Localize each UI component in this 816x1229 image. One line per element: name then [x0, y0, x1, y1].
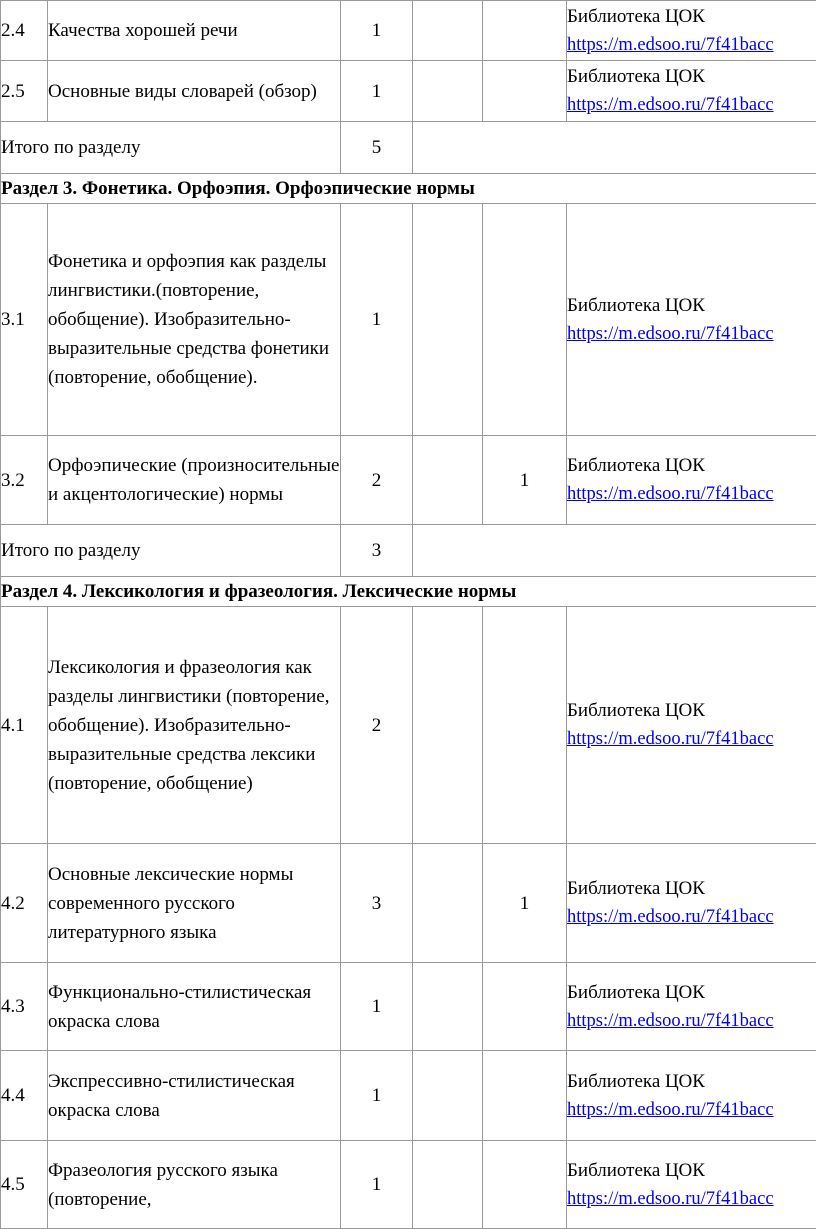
hours-total: 1 [341, 204, 413, 436]
digital-resource [567, 844, 816, 963]
library-label: Библиотека ЦОК [567, 62, 816, 91]
control-hours [413, 607, 483, 844]
table-row [1, 963, 816, 1051]
control-hours [413, 1, 483, 61]
control-hours [413, 963, 483, 1051]
digital-resource [567, 1, 816, 61]
control-hours [413, 1051, 483, 1141]
topic-name: Орфоэпические (произносительные и акцентологические) нормы [48, 436, 341, 525]
resource-link[interactable]: https://m.edsoo.ru/7f41bacc [567, 320, 816, 349]
table-row [1, 1, 816, 61]
topic-name: Основные виды словарей (обзор) [48, 61, 341, 122]
digital-resource [567, 61, 816, 122]
topic-number: 4.2 [1, 844, 48, 963]
practice-hours [483, 607, 567, 844]
topic-name: Основные лексические нормы современного русского литературного языка [48, 844, 341, 963]
resource-link[interactable]: https://m.edsoo.ru/7f41bacc [567, 1096, 816, 1125]
topic-number: 4.1 [1, 607, 48, 844]
topic-number: 2.4 [1, 1, 48, 61]
topic-name: Экспрессивно-стилистическая окраска слова [48, 1051, 341, 1141]
practice-hours [483, 1051, 567, 1141]
total-label: Итого по разделу [1, 122, 341, 174]
library-label: Библиотека ЦОК [567, 1067, 816, 1096]
section-title: Раздел 3. Фонетика. Орфоэпия. Орфоэпические нормы [1, 174, 816, 204]
topic-number: 3.2 [1, 436, 48, 525]
table-row [1, 844, 816, 963]
library-label: Библиотека ЦОК [567, 696, 816, 725]
control-hours [413, 436, 483, 525]
hours-total: 1 [341, 61, 413, 122]
total-hours: 5 [341, 122, 413, 174]
practice-hours: 1 [483, 436, 567, 525]
table-row [1, 1051, 816, 1141]
resource-link[interactable]: https://m.edsoo.ru/7f41bacc [567, 725, 816, 754]
control-hours [413, 1141, 483, 1229]
topic-name: Фонетика и орфоэпия как разделы лингвистики.(повторение, обобщение). Изобразительно-выразительные средства фонетики (повторение, обобщение). [48, 204, 341, 436]
topic-number: 2.5 [1, 61, 48, 122]
topic-number: 3.1 [1, 204, 48, 436]
total-label: Итого по разделу [1, 525, 341, 577]
topic-number: 4.4 [1, 1051, 48, 1141]
resource-link[interactable]: https://m.edsoo.ru/7f41bacc [567, 31, 816, 60]
practice-hours [483, 963, 567, 1051]
control-hours [413, 204, 483, 436]
practice-hours [483, 1, 567, 61]
section-total-row [1, 122, 816, 174]
section-header-row [1, 577, 816, 607]
table-row [1, 1141, 816, 1229]
hours-total: 1 [341, 1, 413, 61]
resource-link[interactable]: https://m.edsoo.ru/7f41bacc [567, 1007, 816, 1036]
hours-total: 1 [341, 1051, 413, 1141]
hours-total: 3 [341, 844, 413, 963]
topic-name: Лексикология и фразеология как разделы лингвистики (повторение, обобщение). Изобразительно-выразительные средства лексики (повторение, обобщение) [48, 607, 341, 844]
library-label: Библиотека ЦОК [567, 1156, 816, 1185]
library-label: Библиотека ЦОК [567, 291, 816, 320]
practice-hours [483, 204, 567, 436]
control-hours [413, 61, 483, 122]
digital-resource [567, 204, 816, 436]
table-row [1, 436, 816, 525]
topic-number: 4.3 [1, 963, 48, 1051]
control-hours [413, 844, 483, 963]
hours-total: 2 [341, 607, 413, 844]
practice-hours [483, 1141, 567, 1229]
total-hours: 3 [341, 525, 413, 577]
total-empty [413, 122, 816, 174]
library-label: Библиотека ЦОК [567, 2, 816, 31]
topic-number: 4.5 [1, 1141, 48, 1229]
resource-link[interactable]: https://m.edsoo.ru/7f41bacc [567, 903, 816, 932]
section-total-row [1, 525, 816, 577]
topic-name: Функционально-стилистическая окраска слова [48, 963, 341, 1051]
hours-total: 2 [341, 436, 413, 525]
library-label: Библиотека ЦОК [567, 978, 816, 1007]
digital-resource [567, 436, 816, 525]
section-title: Раздел 4. Лексикология и фразеология. Лексические нормы [1, 577, 816, 607]
curriculum-table-body [1, 1, 816, 1229]
library-label: Библиотека ЦОК [567, 451, 816, 480]
hours-total: 1 [341, 1141, 413, 1229]
table-row [1, 204, 816, 436]
digital-resource [567, 963, 816, 1051]
topic-name: Качества хорошей речи [48, 1, 341, 61]
practice-hours [483, 61, 567, 122]
library-label: Библиотека ЦОК [567, 874, 816, 903]
resource-link[interactable]: https://m.edsoo.ru/7f41bacc [567, 1185, 816, 1214]
topic-name: Фразеология русского языка (повторение, [48, 1141, 341, 1229]
total-empty [413, 525, 816, 577]
digital-resource [567, 1051, 816, 1141]
table-row [1, 61, 816, 122]
digital-resource [567, 1141, 816, 1229]
practice-hours: 1 [483, 844, 567, 963]
section-header-row [1, 174, 816, 204]
resource-link[interactable]: https://m.edsoo.ru/7f41bacc [567, 480, 816, 509]
table-row [1, 607, 816, 844]
hours-total: 1 [341, 963, 413, 1051]
digital-resource [567, 607, 816, 844]
resource-link[interactable]: https://m.edsoo.ru/7f41bacc [567, 91, 816, 120]
